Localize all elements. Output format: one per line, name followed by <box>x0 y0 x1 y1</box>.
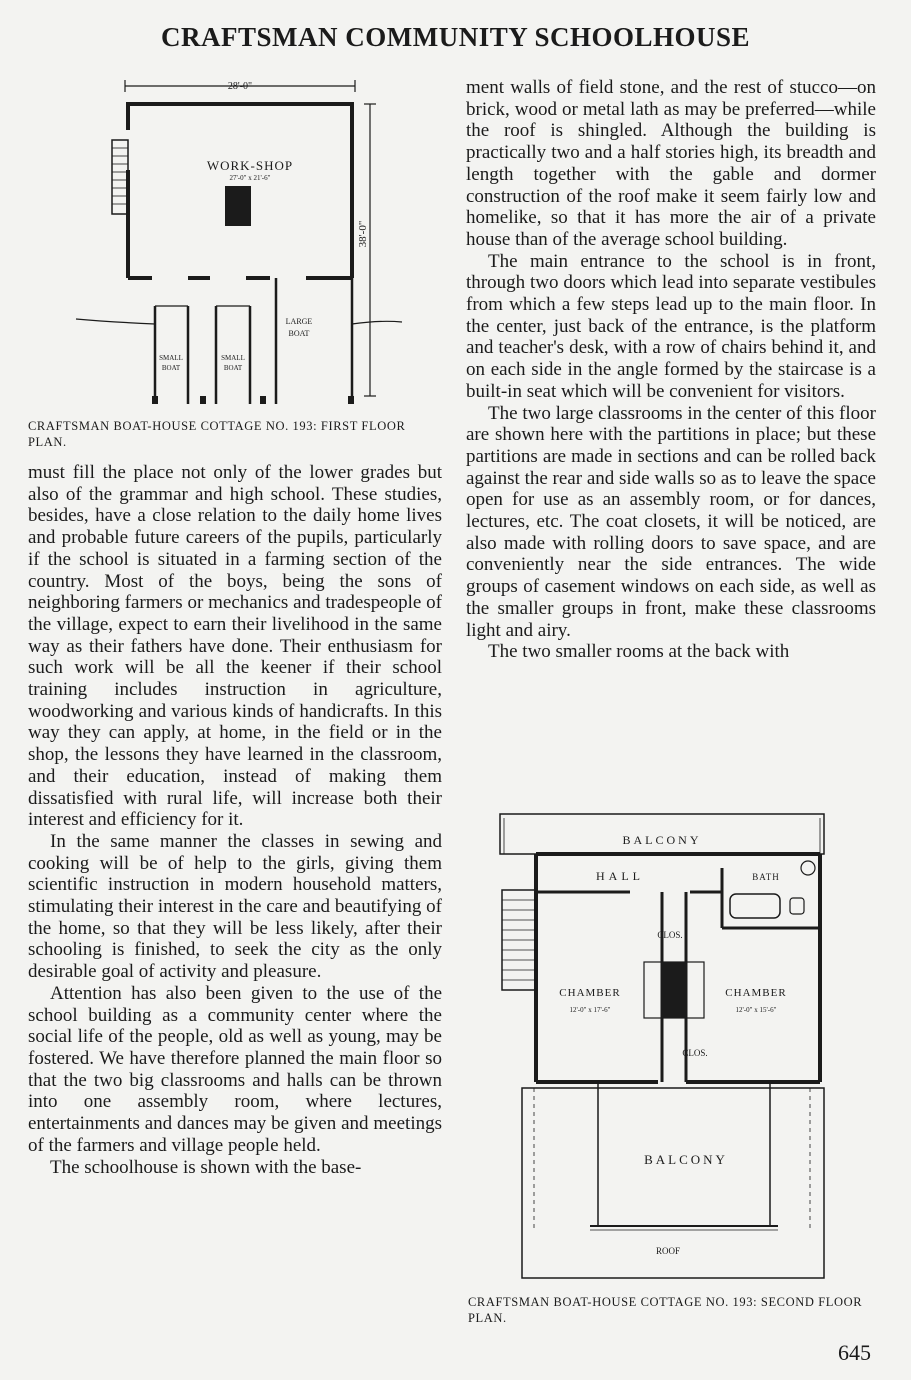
plan1-small-boat2-line2: BOAT <box>223 364 243 372</box>
plan1-small-boat1-line2: BOAT <box>161 364 181 372</box>
plan1-width-dimension: 28'-0" <box>227 81 253 92</box>
plan2-chamber-left-size: 12'-0" x 17'-6" <box>569 1006 611 1014</box>
left-paragraph-1: must fill the place not only of the lower grades but also of the grammar and high school. These studies, besides, have a close relation to the daily home lives and probable future careers of the pupils, particularly if the school is situated in a farming section of the country. Most of the boys, being the sons of neighboring farmers or mechanics and tradespeople of the village, expect to earn their livelihood in the same way as their fathers have done. Their enthusiasm for such work will be all the keener if their school training includes instruction in agriculture, woodworking and various kinds of handicrafts. In this way they can apply, at home, in the field or in the shop, the lessons they have learned in the classroom, and their education, instead of making them dissatisfied with rural life, will increase both their interest and efficiency for it. <box>28 462 442 831</box>
right-paragraph-2: The main entrance to the school is in front, through two doors which lead into separate vestibules from which a few steps lead up to the main floor. In the center, just back of the entrance, is the platform and teacher's desk, with a row of chairs behind it, and on each side in the angle formed by the staircase is a built-in seat which will be convenient for visitors. <box>466 250 876 402</box>
left-paragraph-4: The schoolhouse is shown with the base- <box>50 1156 362 1178</box>
plan2-top-balcony-label: BALCONY <box>622 833 702 847</box>
right-paragraph-4: The two smaller rooms at the back with <box>488 641 790 663</box>
plan2-roof-label: ROOF <box>655 1246 681 1256</box>
plan2-hall-label: HALL <box>596 869 644 883</box>
right-paragraph-3: The two large classrooms in the center of this floor are shown here with the partitions in place; but these partitions are made in sections and can be rolled back against the rear and side walls so as to leave the space open for use as an assembly room, or for dances, lectures, etc. The coat closets, it will be noticed, are also made with rolling doors to save space, and are conveniently near the side entrances. The wide groups of casement windows on each side, as well as the smaller groups in front, make these classrooms light and airy. <box>466 402 876 641</box>
figure1-caption: CRAFTSMAN BOAT-HOUSE COTTAGE NO. 193: FIRST FLOOR PLAN. <box>28 419 406 449</box>
plan2-chamber-right-size: 12'-0" x 15'-6" <box>735 1006 777 1014</box>
right-column <box>466 77 876 663</box>
plan1-depth-dimension: 38'-0" <box>357 220 369 248</box>
plan1-small-boat1-line1: SMALL <box>159 354 183 362</box>
plan1-large-boat-line1: LARGE <box>285 317 313 326</box>
plan2-closet-upper-label: CLOS. <box>657 930 683 940</box>
page-title: CRAFTSMAN COMMUNITY SCHOOLHOUSE <box>160 22 751 52</box>
plan1-large-boat-line2: BOAT <box>288 329 310 338</box>
plan1-room-size: 27'-0" x 21'-6" <box>229 174 271 182</box>
plan2-chamber-left-label: CHAMBER <box>559 987 621 999</box>
second-floor-plan <box>490 808 840 1286</box>
plan2-closet-lower-label: CLOS. <box>682 1048 708 1058</box>
page-number: 645 <box>838 1340 871 1365</box>
plan1-room-label: WORK-SHOP <box>206 158 294 173</box>
left-paragraph-2: In the same manner the classes in sewing and cooking will be of help to the girls, giving them scientific instruction in modern household matters, stimulating their interest in the care and beautifying of the home, so that they will be less likely, after their schooling is finished, to seek the city as the only desirable goal of activity and pleasure. <box>28 830 442 983</box>
plan2-bottom-balcony-label: BALCONY <box>644 1152 728 1167</box>
right-paragraph-1: ment walls of field stone, and the rest of stucco—on brick, wood or metal lath as may be preferred—while the roof is shingled. Although the building is practically two and a half stories high, its breadth and length together with the gable and dormer construction of the roof make it seem fairly low and homelike, so that it has more the air of a private house than of the average school building. <box>466 77 876 250</box>
plan2-chamber-right-label: CHAMBER <box>725 987 787 999</box>
left-paragraph-3: Attention has also been given to the use of the school building as a community center where the social life of the people, old as well as young, may be fostered. We have therefore planned the main floor so that the two big classrooms and halls can be thrown into one assembly room, where lectures, entertainments and dances may be given and meetings of the farmers and village people held. <box>28 982 442 1156</box>
plan2-bath-label: BATH <box>752 872 780 882</box>
left-column <box>28 462 442 1178</box>
first-floor-plan <box>70 74 410 414</box>
plan1-small-boat2-line1: SMALL <box>221 354 245 362</box>
figure2-caption: CRAFTSMAN BOAT-HOUSE COTTAGE NO. 193: SECOND FLOOR PLAN. <box>468 1295 863 1325</box>
